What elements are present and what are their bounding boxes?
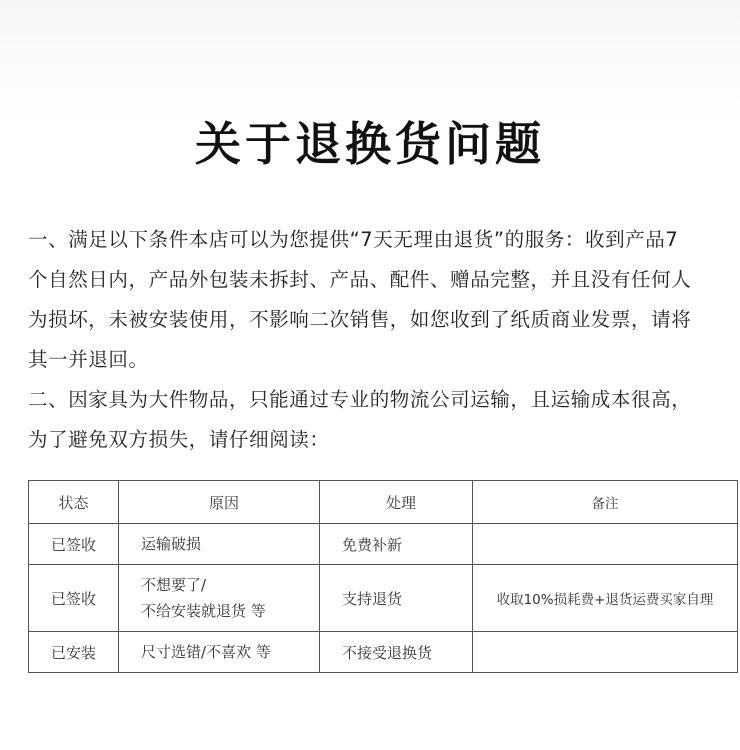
cell-handling: 不接受退换货 xyxy=(320,632,473,673)
paragraph-return-conditions xyxy=(28,220,728,380)
reason-line: 运输破损 xyxy=(141,535,202,553)
table-header-row xyxy=(29,481,738,524)
header-note: 备注 xyxy=(473,481,738,524)
paragraph-line: 其一并退回。 xyxy=(28,348,149,371)
table-row xyxy=(29,632,738,673)
header-handling: 处理 xyxy=(320,481,473,524)
paragraph-line: 个自然日内，产品外包装未拆封、产品、配件、赠品完整，并且没有任何人 xyxy=(28,268,692,291)
returns-policy-table xyxy=(28,480,738,673)
cell-status: 已签收 xyxy=(29,524,119,565)
paragraph-line: 为了避免双方损失，请仔细阅读： xyxy=(28,428,330,451)
reason-line: 尺寸选错/不喜欢 等 xyxy=(141,643,271,661)
cell-note xyxy=(473,632,738,673)
header-reason: 原因 xyxy=(119,481,320,524)
bottom-divider-strip xyxy=(0,738,740,750)
table-row xyxy=(29,524,738,565)
cell-note: 收取10%损耗费+退货运费买家自理 xyxy=(473,565,738,632)
cell-note xyxy=(473,524,738,565)
cell-status: 已签收 xyxy=(29,565,119,632)
paragraph-line: 二、因家具为大件物品，只能通过专业的物流公司运输，且运输成本很高， xyxy=(28,388,692,411)
header-status: 状态 xyxy=(29,481,119,524)
cell-status: 已安装 xyxy=(29,632,119,673)
page-title: 关于退换货问题 xyxy=(195,117,545,171)
cell-reason xyxy=(119,565,320,632)
cell-reason xyxy=(119,632,320,673)
cell-reason xyxy=(119,524,320,565)
paragraph-furniture-notice xyxy=(28,380,728,460)
paragraph-line: 一、满足以下条件本店可以为您提供“7天无理由退货”的服务：收到产品7 xyxy=(28,228,679,251)
paragraph-line: 为损坏，未被安装使用，不影响二次销售，如您收到了纸质商业发票，请将 xyxy=(28,308,692,331)
cell-handling: 免费补新 xyxy=(320,524,473,565)
cell-handling: 支持退货 xyxy=(320,565,473,632)
reason-line: 不给安装就退货 等 xyxy=(141,602,266,620)
reason-line: 不想要了/ xyxy=(141,576,207,594)
table-row xyxy=(29,565,738,632)
